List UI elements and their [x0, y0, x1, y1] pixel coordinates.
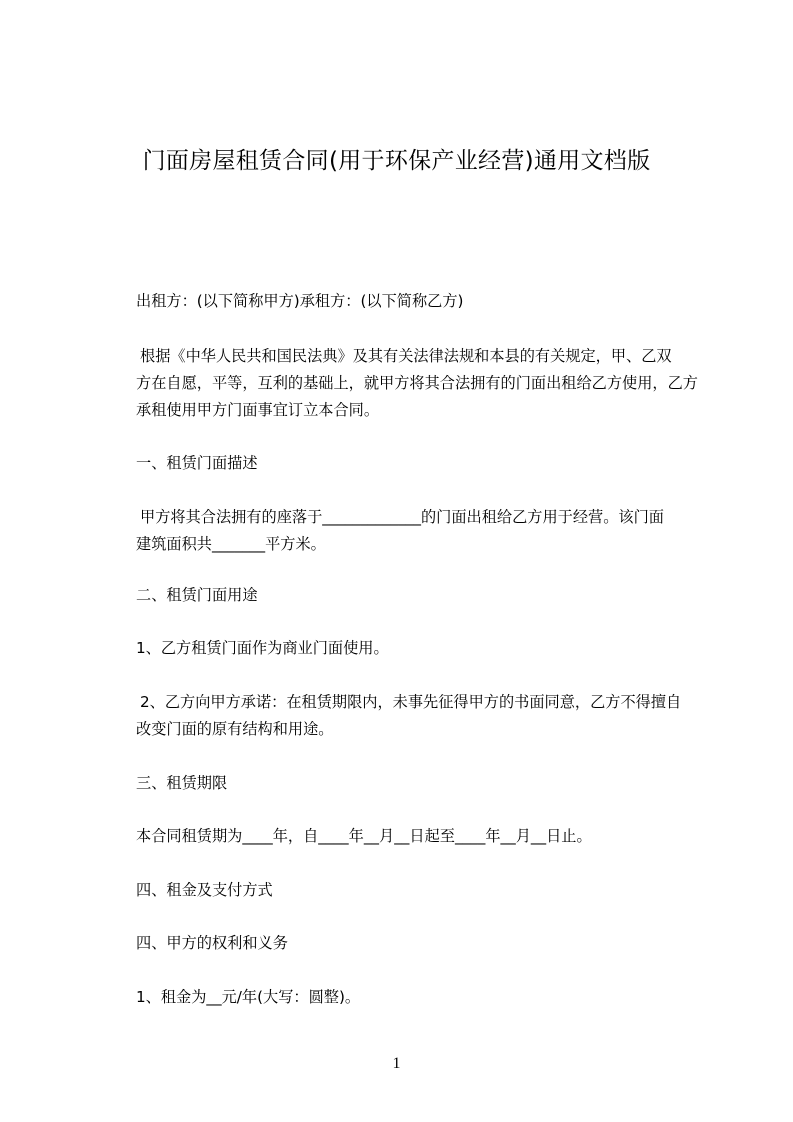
section-heading-5: 四、甲方的权利和义务 — [136, 934, 288, 952]
section-2-item-1: 1、乙方租赁门面作为商业门面使用。 — [136, 639, 389, 657]
intro-paragraph-line-1: 根据《中华人民共和国民法典》及其有关法律法规和本县的有关规定，甲、乙双 — [140, 347, 672, 365]
section-2-item-2-line-2: 改变门面的原有结构和用途。 — [136, 720, 334, 738]
section-1-line-1: 甲方将其合法拥有的座落于_____________的门面出租给乙方用于经营。该门面 — [140, 508, 664, 526]
section-heading-3: 三、租赁期限 — [136, 774, 228, 792]
section-2-item-2-line-1: 2、乙方向甲方承诺：在租赁期限内，未事先征得甲方的书面同意，乙方不得擅自 — [140, 693, 682, 711]
parties-line: 出租方：(以下简称甲方)承租方：(以下简称乙方) — [136, 292, 464, 310]
intro-paragraph-line-3: 承租使用甲方门面事宜订立本合同。 — [136, 401, 379, 419]
section-5-item-1: 1、租金为__元/年(大写：圆整)。 — [136, 988, 361, 1006]
section-heading-1: 一、租赁门面描述 — [136, 454, 258, 472]
section-3-line-1: 本合同租赁期为____年，自____年__月__日起至____年__月__日止。 — [136, 827, 592, 845]
section-1-line-2: 建筑面积共_______平方米。 — [136, 535, 326, 553]
section-heading-4: 四、租金及支付方式 — [136, 881, 273, 899]
intro-paragraph-line-2: 方在自愿，平等，互利的基础上，就甲方将其合法拥有的门面出租给乙方使用，乙方 — [136, 374, 698, 392]
section-heading-2: 二、租赁门面用途 — [136, 586, 258, 604]
document-title: 门面房屋租赁合同(用于环保产业经营)通用文档版 — [142, 148, 651, 174]
page-number: 1 — [392, 1055, 401, 1072]
